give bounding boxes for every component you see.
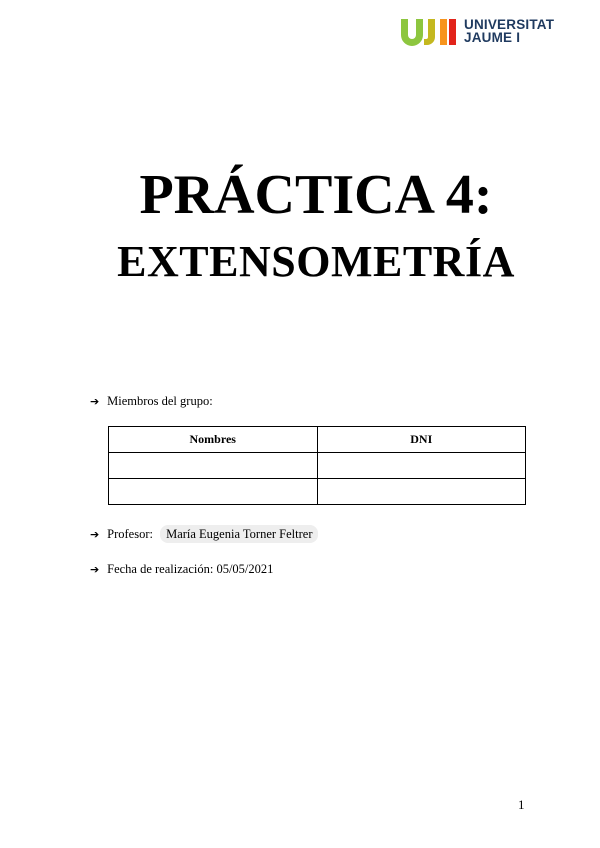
arrow-right-icon: ➔ [90, 395, 100, 408]
arrow-right-icon: ➔ [90, 563, 100, 576]
uji-logo-mark [400, 17, 460, 47]
arrow-right-icon: ➔ [90, 528, 100, 541]
university-logo [400, 17, 560, 47]
table-cell[interactable] [109, 453, 318, 479]
header-dni: DNI [317, 427, 526, 453]
logo-line-2: JAUME I [464, 30, 521, 45]
members-label: Miembros del grupo: [107, 394, 213, 408]
table-cell[interactable] [317, 453, 526, 479]
page-number: 1 [518, 797, 525, 812]
profesor-bullet [90, 525, 318, 543]
main-title: PRÁCTICA 4: [139, 164, 493, 226]
members-table [108, 426, 526, 505]
members-bullet [90, 393, 213, 410]
profesor-name-chip[interactable]: María Eugenia Torner Feltrer [160, 525, 318, 543]
table-row [109, 479, 526, 505]
logo-text [464, 18, 554, 44]
table-cell[interactable] [109, 479, 318, 505]
header-nombres: Nombres [109, 427, 318, 453]
subtitle: EXTENSOMETRÍA [117, 237, 515, 286]
table-header-row [109, 427, 526, 453]
fecha-text: Fecha de realización: 05/05/2021 [107, 562, 274, 576]
table-row [109, 453, 526, 479]
table-cell[interactable] [317, 479, 526, 505]
fecha-bullet [90, 561, 273, 578]
profesor-label: Profesor: [107, 527, 153, 541]
logo-line-1: UNIVERSITAT [464, 17, 555, 32]
